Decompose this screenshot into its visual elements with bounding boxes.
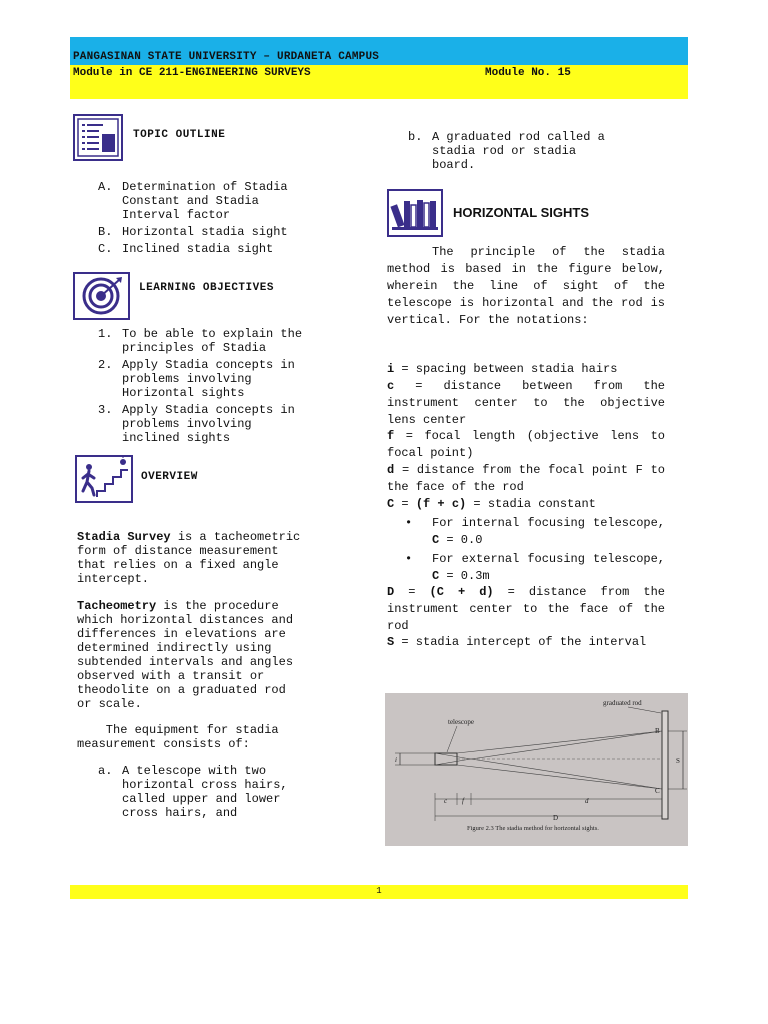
notation-c: c = distance between from the instrument center to the objective lens center	[387, 379, 665, 427]
learning-objectives-title: LEARNING OBJECTIVES	[139, 282, 274, 294]
equipment-list	[76, 764, 366, 823]
list-item: B. Horizontal stadia sight	[98, 225, 288, 239]
stadia-survey-paragraph: Stadia Survey is a tacheometric form of distance measurement that relies on a fixed angle intercept.	[77, 530, 301, 586]
figure-label-rod: graduated rod	[603, 699, 642, 707]
footer-band	[70, 885, 688, 899]
figure-label-B: B	[655, 727, 660, 735]
figure-label-S: S	[676, 757, 680, 765]
figure-caption: Figure 2.3 The stadia method for horizontal sights.	[467, 825, 599, 832]
equipment-list-continued	[386, 130, 686, 175]
list-item: a. A telescope with two horizontal cross hairs, called upper and lower cross hairs, and	[98, 764, 288, 820]
notation-stadia-constant: C = (f + c) = stadia constant	[387, 497, 596, 511]
stairs-climbing-icon	[75, 455, 133, 503]
notation-S: S = stadia intercept of the interval	[387, 635, 647, 649]
notation-d: d = distance from the focal point F to the face of the rod	[387, 463, 665, 494]
objectives-list	[76, 327, 376, 448]
module-number: Module No. 15	[485, 67, 571, 79]
horizontal-sights-title: HORIZONTAL SIGHTS	[453, 205, 590, 220]
stadia-figure-photo	[385, 693, 688, 846]
figure-label-C: C	[655, 787, 660, 795]
figure-label-f: f	[462, 797, 464, 805]
list-item: 2. Apply Stadia concepts in problems involving Horizontal sights	[98, 358, 295, 400]
figure-label-d: d	[585, 797, 589, 805]
bullet-external-focusing: • For external focusing telescope, C = 0.3m	[405, 552, 665, 583]
stadia-diagram	[385, 693, 688, 846]
notation-f: f = focal length (objective lens to focal point)	[387, 429, 665, 460]
page-number: 1	[376, 886, 382, 896]
figure-label-c: c	[444, 797, 448, 805]
tacheometry-paragraph: Tacheometry is the procedure which horizontal distances and differences in elevations are determined indirectly using subtended intervals and angles observed with a transit or theodolite on a graduated rod or scale.	[77, 599, 294, 711]
figure-label-D: D	[553, 814, 559, 822]
list-item: 3. Apply Stadia concepts in problems involving inclined sights	[98, 403, 295, 445]
list-item: C. Inclined stadia sight	[98, 242, 274, 256]
notation-D: D = (C + d) = distance from the instrument center to the face of the rod	[387, 585, 665, 633]
bullet-internal-focusing: • For internal focusing telescope, C = 0.0	[405, 516, 665, 547]
target-icon	[73, 272, 130, 320]
figure-label-i: i	[395, 756, 397, 764]
books-icon	[387, 189, 443, 237]
outline-list-icon	[73, 114, 123, 161]
topic-outline-list	[76, 180, 366, 259]
figure-label-telescope: telescope	[448, 718, 475, 726]
equipment-paragraph: The equipment for stadia measurement consists of:	[77, 723, 279, 751]
university-name: PANGASINAN STATE UNIVERSITY – URDANETA CAMPUS	[73, 51, 380, 63]
graduated-rod	[662, 711, 668, 819]
list-item: b. A graduated rod called a stadia rod or stadia board.	[408, 130, 605, 172]
notation-i: i = spacing between stadia hairs	[387, 362, 618, 376]
horizontal-sights-intro: The principle of the stadia method is based in the figure below, wherein the line of sight of the telescope is horizontal and the rod is vertical. For the notations:	[387, 245, 665, 327]
module-title: Module in CE 211-ENGINEERING SURVEYS	[73, 67, 311, 79]
list-item: A. Determination of Stadia Constant and Stadia Interval factor	[98, 180, 288, 222]
topic-outline-title: TOPIC OUTLINE	[133, 129, 226, 141]
list-item: 1. To be able to explain the principles of Stadia	[98, 327, 303, 355]
overview-title: OVERVIEW	[141, 471, 198, 483]
